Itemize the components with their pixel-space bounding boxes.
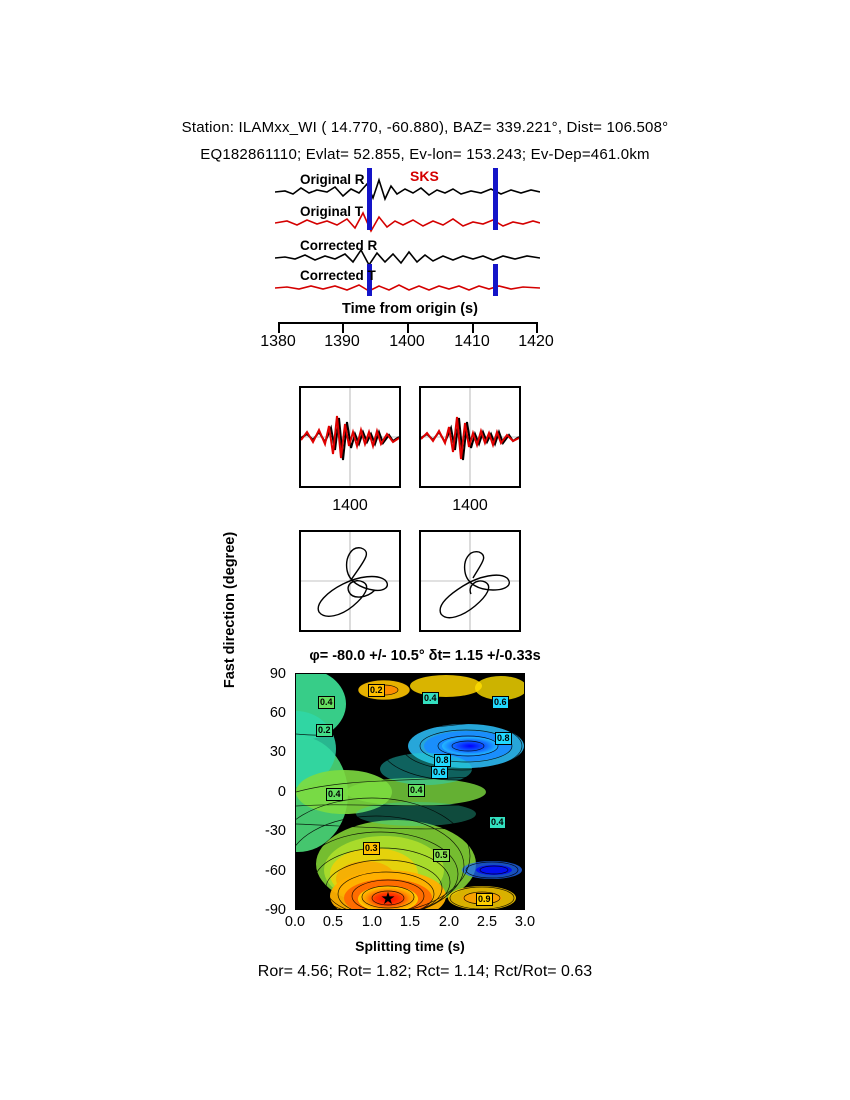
contour-label-13: 0.9 [478, 894, 491, 904]
ytick-90: 90 [269, 666, 286, 682]
contour-xlabel: Splitting time (s) [355, 938, 465, 954]
sks-phase-label: SKS [410, 168, 439, 184]
contour-label-11: 0.3 [365, 843, 378, 853]
contour-label-7: 0.6 [433, 767, 446, 777]
xtick-30: 3.0 [514, 914, 536, 930]
waveform-overlay-2 [421, 388, 519, 486]
window-marker-2a [367, 198, 372, 230]
xtick-15: 1.5 [399, 914, 421, 930]
quality-metrics-footer: Ror= 4.56; Rot= 1.82; Rct= 1.14; Rct/Rot= 0.63 [257, 963, 593, 980]
xtick-05: 0.5 [322, 914, 344, 930]
ytick-0: 0 [277, 784, 286, 800]
particle-motion-box-1 [299, 530, 401, 632]
contour-title: φ= -80.0 +/- 10.5° δt= 1.15 +/-0.33s [309, 648, 541, 664]
window-marker-1b [493, 168, 498, 198]
wavebox-label-1: 1400 [332, 497, 368, 514]
time-tick-1390: 1390 [324, 333, 360, 350]
contour-xticks [265, 914, 555, 936]
time-tick-1410: 1410 [454, 333, 490, 350]
window-marker-2b [493, 198, 498, 230]
contour-ylabel: Fast direction (degree) [222, 531, 238, 689]
contour-label-3: 0.6 [494, 697, 507, 707]
station-header-line1: Station: ILAMxx_WI ( 14.770, -60.880), BAZ= 339.221°, Dist= 106.508° [181, 119, 669, 136]
xtick-25: 2.5 [476, 914, 498, 930]
xtick-10: 1.0 [361, 914, 383, 930]
contour-yticks [246, 666, 290, 918]
corrected-waveform-box-1 [299, 386, 401, 488]
trace-label-original-r: Original R [300, 172, 365, 187]
contour-label-4: 0.2 [318, 725, 331, 735]
particle-motion-box-2 [419, 530, 521, 632]
contour-label-2: 0.4 [424, 693, 437, 703]
contour-label-6: 0.8 [436, 755, 449, 765]
ytick-30: 30 [269, 744, 286, 760]
trace-label-original-t: Original T [300, 204, 364, 219]
trace-label-corrected-r: Corrected R [300, 238, 378, 253]
contour-label-1: 0.4 [320, 697, 333, 707]
contour-label-12: 0.5 [435, 850, 448, 860]
window-marker-4b [493, 264, 498, 296]
contour-label-0: 0.2 [370, 685, 383, 695]
time-axis-tick-labels [258, 333, 558, 355]
xtick-0: 0.0 [284, 914, 306, 930]
waveform-panel [275, 168, 540, 318]
window-marker-1a [367, 168, 372, 198]
wavebox-label-2: 1400 [452, 497, 488, 514]
ytick-m90: -90 [265, 902, 286, 918]
contour-label-9: 0.4 [410, 785, 423, 795]
ytick-60: 60 [269, 705, 286, 721]
contour-label-10: 0.4 [491, 817, 504, 827]
contour-label-5: 0.8 [497, 733, 510, 743]
particle-motion-plot-2 [421, 532, 519, 630]
contour-label-8: 0.4 [328, 789, 341, 799]
error-surface-contour-plot [295, 673, 525, 910]
waveform-overlay-1 [301, 388, 399, 486]
svg-text:★: ★ [380, 889, 396, 909]
time-axis-title: Time from origin (s) [342, 301, 478, 317]
time-tick-1380: 1380 [260, 333, 296, 350]
time-axis-ticks [278, 324, 538, 333]
trace-label-corrected-t: Corrected T [300, 268, 376, 283]
particle-motion-plot-1 [301, 532, 399, 630]
corrected-waveform-box-2 [419, 386, 521, 488]
time-tick-1400: 1400 [389, 333, 425, 350]
xtick-20: 2.0 [438, 914, 460, 930]
station-header-line2: EQ182861110; Evlat= 52.855, Ev-lon= 153.243; Ev-Dep=461.0km [200, 146, 650, 163]
ytick-m30: -30 [265, 823, 286, 839]
ytick-m60: -60 [265, 863, 286, 879]
time-tick-1420: 1420 [518, 333, 554, 350]
